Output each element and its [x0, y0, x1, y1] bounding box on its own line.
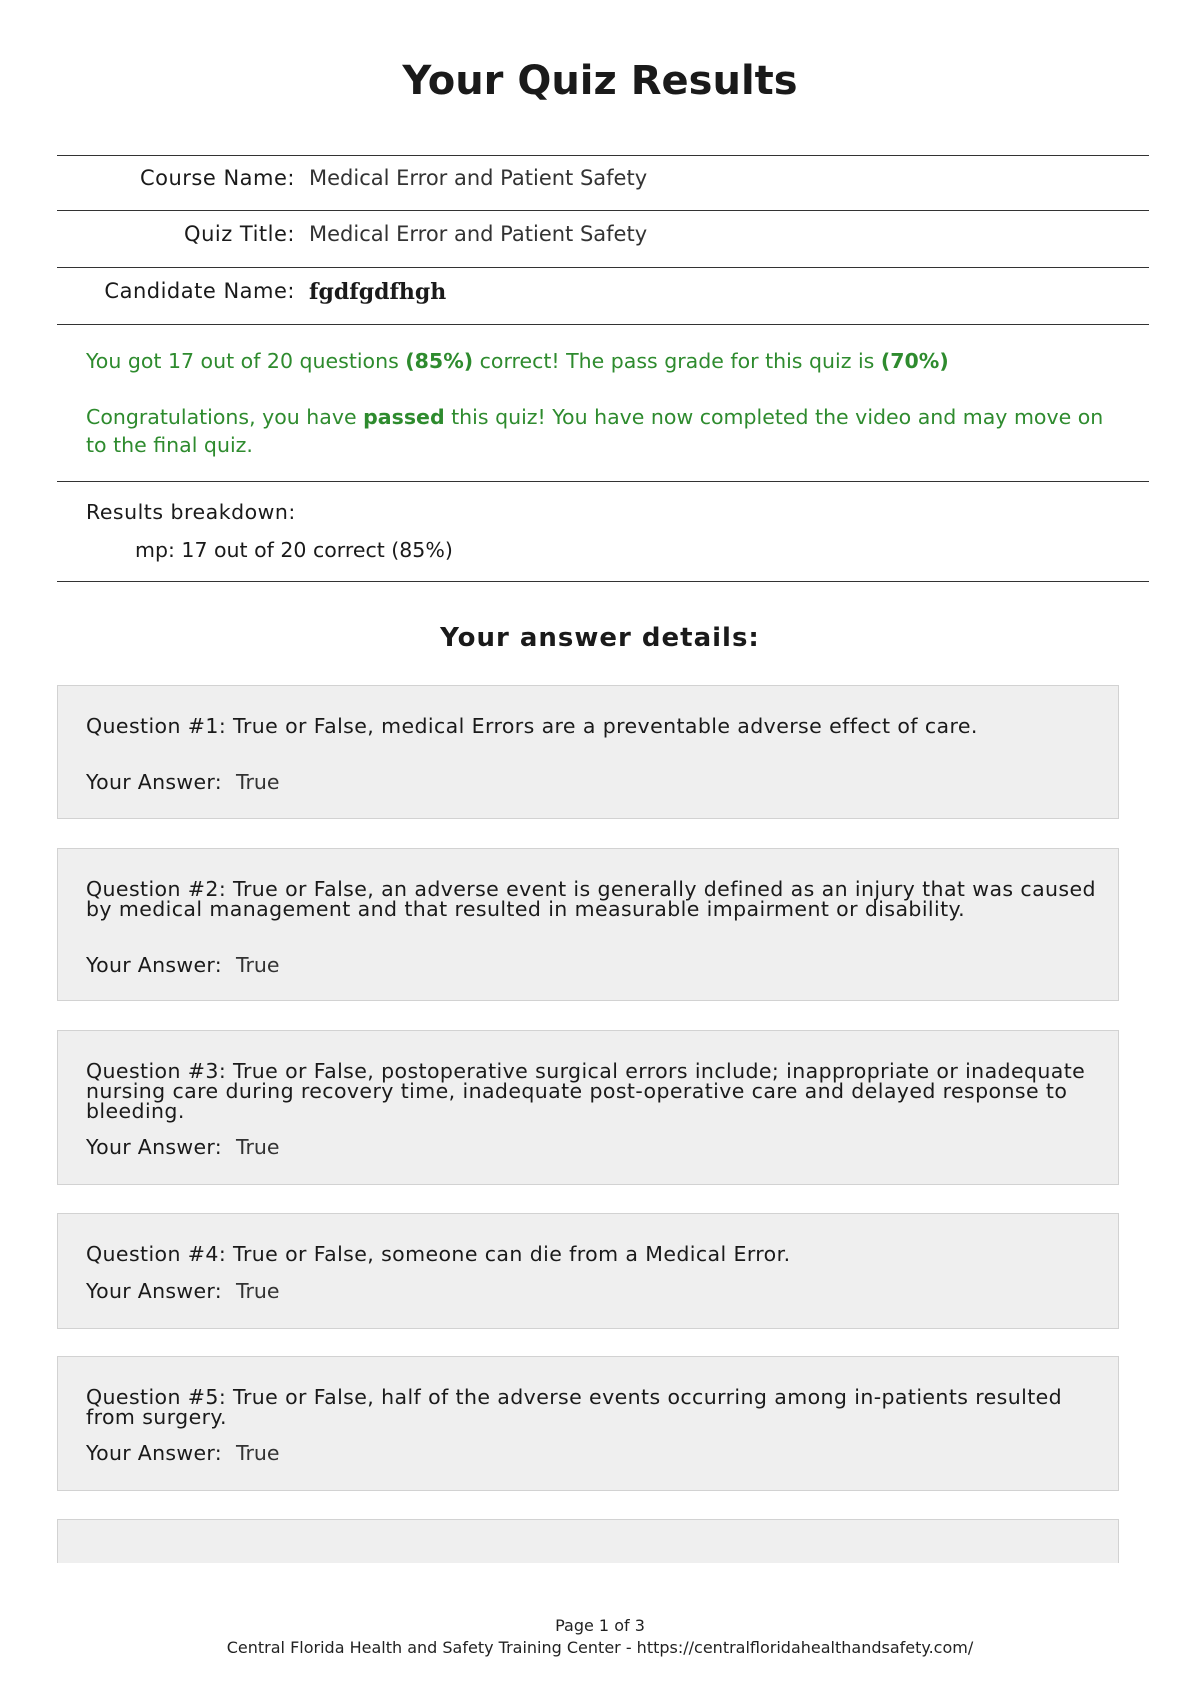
answer-label: Your Answer: — [86, 1441, 222, 1465]
answer-line — [86, 953, 279, 977]
results-breakdown-line: mp: 17 out of 20 correct (85%) — [135, 538, 453, 562]
candidate-name-value: fgdfgdfhgh — [309, 279, 447, 305]
question-text: Question #2: True or False, an adverse event is generally defined as an injury that was caused by medical management and that resulted in measurable impairment or disability. — [86, 877, 1096, 921]
course-name-row — [57, 166, 1149, 196]
question-text: Question #1: True or False, medical Errors are a preventable adverse effect of care. — [86, 714, 978, 738]
answer-value: True — [235, 1135, 280, 1159]
divider — [57, 481, 1149, 482]
question-card — [57, 848, 1119, 1001]
question-text: Question #3: True or False, postoperative surgical errors include; inappropriate or inadequate nursing care during recovery time, inadequate post-operative care and delayed response to bleeding. — [86, 1059, 1086, 1123]
congratulations-message — [86, 403, 1126, 459]
answer-label: Your Answer: — [86, 770, 222, 794]
answer-line — [86, 770, 279, 794]
divider — [57, 155, 1149, 156]
divider — [57, 210, 1149, 211]
congrats-text-suffix: this quiz! You have now completed the video and may move on to the final quiz. — [86, 405, 1104, 457]
answer-line — [86, 1441, 279, 1465]
score-summary — [86, 347, 1126, 375]
question-text: Question #5: True or False, half of the adverse events occurring among in-patients resulted from surgery. — [86, 1385, 1063, 1429]
course-name-value: Medical Error and Patient Safety — [309, 166, 648, 190]
score-text-middle: correct! The pass grade for this quiz is — [473, 349, 881, 373]
footer-organization: Central Florida Health and Safety Training Center - https://centralfloridahealthandsafety.com/ — [226, 1638, 974, 1657]
question-card — [57, 1356, 1119, 1491]
divider — [57, 581, 1149, 582]
answer-line — [86, 1279, 279, 1303]
course-name-label: Course Name: — [139, 166, 295, 190]
answer-label: Your Answer: — [86, 1279, 222, 1303]
question-text: Question #4: True or False, someone can die from a Medical Error. — [86, 1242, 791, 1266]
results-breakdown-title: Results breakdown: — [86, 500, 296, 524]
question-card — [57, 1213, 1119, 1329]
quiz-title-label: Quiz Title: — [184, 222, 295, 246]
question-card-continued — [57, 1519, 1119, 1563]
answer-label: Your Answer: — [86, 1135, 222, 1159]
pass-grade-percent: (70%) — [880, 349, 949, 373]
candidate-name-row — [57, 279, 1149, 309]
divider — [57, 324, 1149, 325]
answer-value: True — [235, 770, 280, 794]
answer-line — [86, 1135, 279, 1159]
candidate-name-label: Candidate Name: — [104, 279, 295, 303]
congrats-text: Congratulations, you have — [86, 405, 364, 429]
answer-value: True — [235, 1279, 280, 1303]
answer-value: True — [235, 953, 280, 977]
score-text: You got 17 out of 20 questions — [86, 349, 406, 373]
page-title: Your Quiz Results — [402, 58, 798, 104]
quiz-title-value: Medical Error and Patient Safety — [309, 222, 648, 246]
answer-label: Your Answer: — [86, 953, 222, 977]
score-percent: (85%) — [405, 349, 474, 373]
answer-details-title: Your answer details: — [440, 623, 760, 653]
divider — [57, 267, 1149, 268]
question-card — [57, 685, 1119, 819]
page-number: Page 1 of 3 — [555, 1616, 645, 1635]
pass-status: passed — [363, 405, 445, 429]
answer-value: True — [235, 1441, 280, 1465]
quiz-title-row — [57, 222, 1149, 252]
question-card — [57, 1030, 1119, 1185]
